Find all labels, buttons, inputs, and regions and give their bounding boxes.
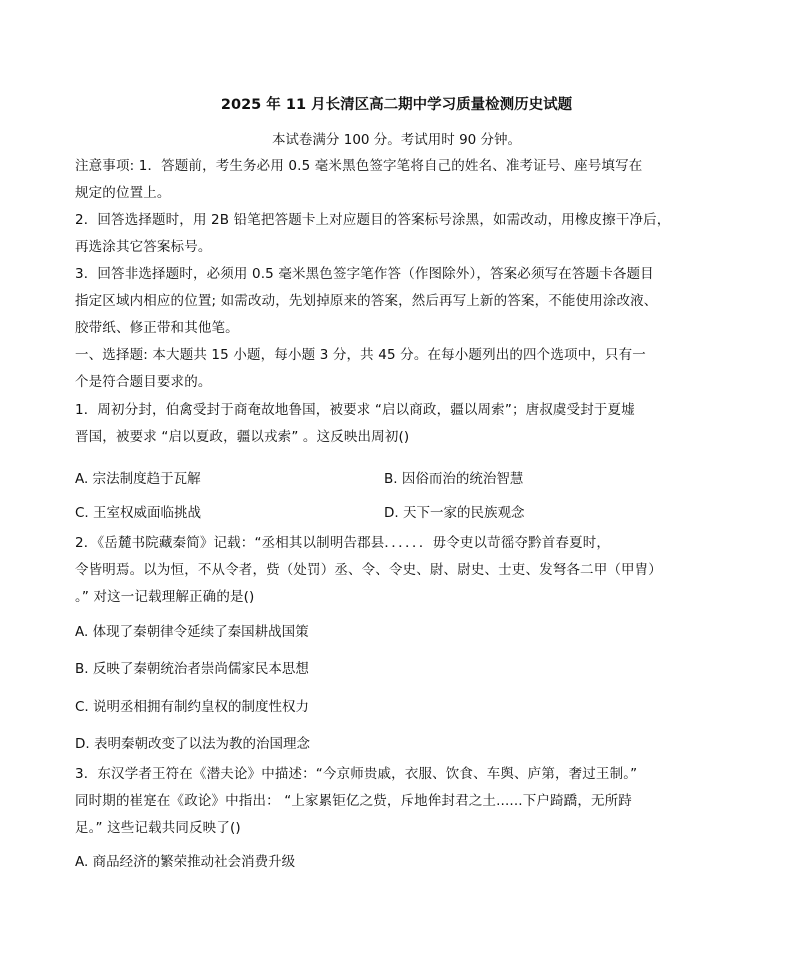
q1-stem-line-1: 1．周初分封，伯禽受封于商奄故地鲁国，被要求 “启以商政，疆以周索”；唐叔虞受封于夏墟 <box>75 402 635 418</box>
page-title: 2025 年 11 月长清区高二期中学习质量检测历史试题 <box>220 97 573 113</box>
note-line-2: 规定的位置上。 <box>75 185 171 201</box>
note-line-4: 再选涂其它答案标号。 <box>75 239 212 255</box>
note-line-6: 指定区域内相应的位置; 如需改动，先划掉原来的答案，然后再写上新的答案，不能使用涂改液、 <box>75 293 658 309</box>
note-line-7: 胶带纸、修正带和其他笔。 <box>75 320 239 336</box>
note-line-5: 3．回答非选择题时，必须用 0.5 毫米黑色签字笔作答（作图除外），答案必须写在答题卡各题目 <box>75 266 654 282</box>
q2-option-b: B. 反映了秦朝统治者崇尚儒家民本思想 <box>75 661 309 677</box>
q2-stem-line-1: 2．《岳麓书院藏秦简》记载：“丞相其以制明告郡县．．．．．．毋令吏以苛徭夺黔首春夏时， <box>75 535 611 551</box>
q3-stem-line-2: 同时期的崔寔在《政论》中指出： “上家累钜亿之赀，斥地侔封君之土......下户踦蹻，无所跱 <box>75 793 632 809</box>
q3-stem-line-1: 3．东汉学者王符在《潜夫论》中描述：“今京师贵戚，衣服、饮食、车舆、庐第，奢过王制。” <box>75 766 638 782</box>
q3-stem-line-3: 足。” 这些记载共同反映了() <box>75 820 241 836</box>
exam-info: 本试卷满分 100 分。考试用时 90 分钟。 <box>271 132 522 148</box>
q2-stem-line-3: 。” 对这一记载理解正确的是() <box>75 589 255 605</box>
note-line-1: 注意事项: 1．答题前，考生务必用 0.5 毫米黑色签字笔将自己的姓名、准考证号、座号填写在 <box>75 158 643 174</box>
q1-option-d: D. 天下一家的民族观念 <box>384 505 525 521</box>
q2-option-a: A. 体现了秦朝律令延续了秦国耕战国策 <box>75 624 309 640</box>
q2-option-c: C. 说明丞相拥有制约皇权的制度性权力 <box>75 699 310 715</box>
section-heading-cont: 个是符合题目要求的。 <box>75 374 212 390</box>
q2-stem-line-2: 令皆明焉。以为恒，不从令者，赀（处罚）丞、令、令史、尉、尉史、士吏、发弩各二甲（甲胄） <box>75 562 662 578</box>
section-heading: 一、选择题: 本大题共 15 小题，每小题 3 分，共 45 分。在每小题列出的四个选项中，只有一 <box>75 347 646 363</box>
q1-option-a: A. 宗法制度趋于瓦解 <box>75 471 201 487</box>
q1-stem-line-2: 晋国，被要求 “启以夏政，疆以戎索” 。这反映出周初() <box>75 429 410 445</box>
q1-option-b: B. 因俗而治的统治智慧 <box>384 471 524 487</box>
q1-option-c: C. 王室权威面临挑战 <box>75 505 202 521</box>
note-line-3: 2．回答选择题时，用 2B 铅笔把答题卡上对应题目的答案标号涂黑，如需改动，用橡皮擦干净后， <box>75 212 671 228</box>
q3-option-a: A. 商品经济的繁荣推动社会消费升级 <box>75 854 296 870</box>
q2-option-d: D. 表明秦朝改变了以法为教的治国理念 <box>75 736 310 752</box>
